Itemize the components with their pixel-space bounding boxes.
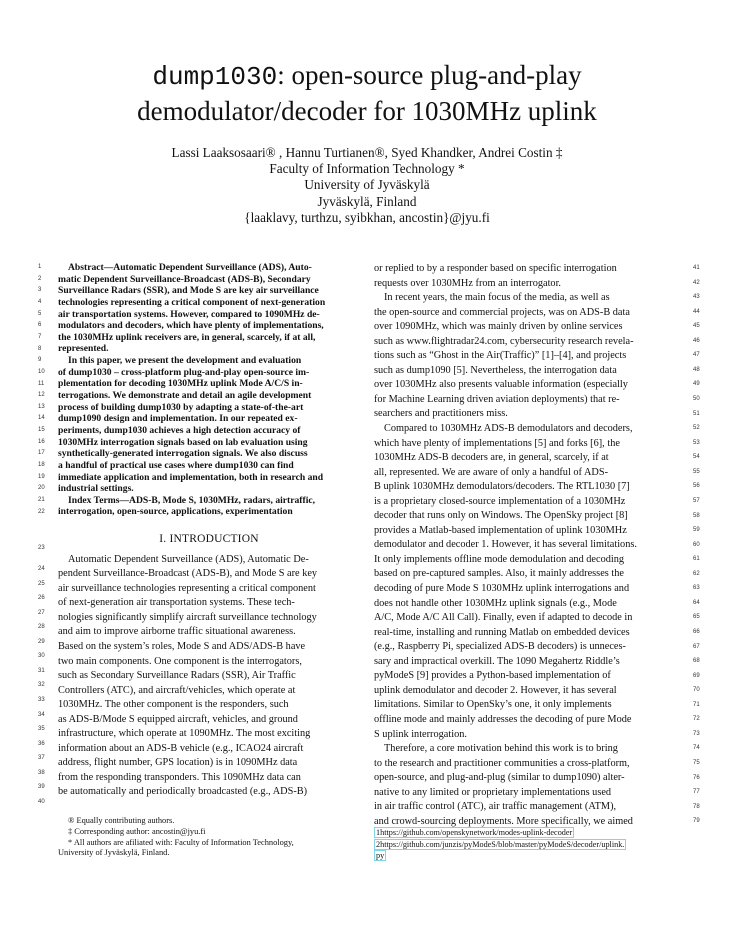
line-number: 22 (38, 508, 45, 515)
author-names: Lassi Laaksosaari® , Hannu Turtianen®, Syed Khandker, Andrei Costin ‡ (171, 145, 563, 160)
line-number: 12 (38, 392, 45, 399)
line-number: 61 (693, 556, 700, 563)
abstract-line: represented. (58, 343, 109, 355)
intro-line: and aim to improve airborne traffic situational awareness. (58, 626, 296, 638)
abstract-line: plementation for decoding 1030MHz uplink Mode A/C/S in- (58, 378, 303, 390)
right-body-line: tions such as “Ghost in the Air(Traffic)” [1]–[4], and projects (374, 350, 627, 362)
right-body-line: over 1030MHz also presents valuable information (especially (374, 379, 628, 391)
line-number: 17 (38, 450, 45, 457)
intro-line: information about an ADS-B vehicle (e.g., ICAO24 aircraft (58, 742, 304, 754)
right-body-line: uplink demodulator and decoder 2. However, it has several (374, 684, 617, 696)
abstract-line: Surveillance Radars (SSR), and Mode S are key air surveillance (58, 285, 319, 297)
line-number: 15 (38, 427, 45, 434)
right-body-line: native to any limited or proprietary implementations used (374, 786, 612, 798)
right-column (374, 262, 678, 829)
right-body-line: open-source, and plug-and-plug (similar to dump1090) alter- (374, 772, 625, 784)
line-number: 44 (693, 308, 700, 315)
author-university: University of Jyväskylä (304, 177, 430, 193)
right-body-line: for Machine Learning driven aviation deployments) that re- (374, 393, 620, 405)
title-code: dump1030 (152, 62, 278, 92)
line-number: 29 (38, 638, 45, 645)
line-number: 69 (693, 672, 700, 679)
abstract-line: air transportation systems. However, compared to 1090MHz de- (58, 308, 320, 320)
footnote-link[interactable]: 2https://github.com/junzis/pyModeS/blob/master/pyModeS/decoder/uplink. (376, 839, 625, 849)
line-number: 60 (693, 541, 700, 548)
right-body-line: sary and impractical overkill. The 1090 Megahertz Riddle’s (374, 655, 620, 667)
line-number: 10 (38, 368, 45, 375)
author-emails: {laaklavy, turthzu, syibkhan, ancostin}@jyu.fi (244, 209, 490, 225)
right-body-line: over 1090MHz, which was mainly driven by online services (374, 321, 623, 333)
line-number: 25 (38, 580, 45, 587)
line-number: 62 (693, 570, 700, 577)
line-number: 19 (38, 473, 45, 480)
abstract-line: modulators and decoders, which have plenty of implementations, (58, 320, 324, 332)
right-body-line: B uplink 1030MHz demodulators/decoders. The RTL1030 [7] (374, 481, 630, 493)
abstract-line: periments, dump1030 achieves a high detection accuracy of (58, 424, 301, 436)
line-number: 16 (38, 438, 45, 445)
right-body-line: or replied to by a responder based on specific interrogation (374, 263, 617, 274)
right-body-line: In recent years, the main focus of the media, as well as (384, 292, 610, 304)
line-number: 56 (693, 483, 700, 490)
line-number: 53 (693, 439, 700, 446)
line-number: 40 (38, 798, 45, 805)
line-number: 78 (693, 803, 700, 810)
line-number: 66 (693, 629, 700, 635)
line-number: 32 (38, 682, 45, 689)
right-body-line: such as dump1090 [5]. Nevertheless, the interrogation data (374, 364, 617, 376)
left-footnotes (58, 816, 360, 859)
right-body-line: searchers and practitioners miss. (374, 408, 508, 420)
line-number: 45 (693, 323, 700, 330)
line-number: 9 (38, 357, 42, 364)
line-number: 55 (693, 468, 700, 475)
line-number: 21 (38, 497, 45, 503)
line-number: 38 (38, 769, 45, 776)
line-number: 18 (38, 462, 45, 469)
line-number: 26 (38, 595, 45, 602)
right-body-line: in air traffic control (ATC), air traffic management (ATM), (374, 801, 617, 813)
right-body-line: offline mode and mainly addresses the decoding of pure Mode (374, 713, 632, 725)
line-number: 63 (693, 585, 700, 592)
line-number: 36 (38, 740, 45, 747)
right-body-line: and crowd-sourcing deployments. More specifically, we aimed (374, 815, 633, 827)
line-number: 8 (38, 345, 42, 352)
footnote-left: ‡ Corresponding author: ancostin@jyu.fi (68, 826, 206, 836)
intro-line: infrastructure, which operate at 1090MHz. The most exciting (58, 728, 311, 740)
line-number: 65 (693, 614, 700, 621)
abstract-line: Abstract—Automatic Dependent Surveillance (ADS), Auto- (68, 262, 312, 273)
line-number: 58 (693, 512, 700, 519)
right-body-line: S uplink interrogation. (374, 728, 467, 740)
intro-line: such as Secondary Surveillance Radars (SSR), Air Traffic (58, 670, 296, 682)
intro-line: from the responding transponders. This 1090MHz data can (58, 771, 301, 783)
abstract-line: industrial settings. (58, 483, 134, 495)
right-body-line: demodulator and decoder 1. However, it has several limitations. (374, 539, 637, 551)
line-number: 14 (38, 415, 45, 422)
abstract-line: In this paper, we present the development and evaluation (68, 355, 302, 367)
line-number: 37 (38, 755, 45, 762)
line-number: 34 (38, 711, 45, 718)
abstract-line: synthetically-generated interrogation signals. We also discuss (58, 448, 308, 460)
abstract-line: immediate application and implementation, both in research and (58, 471, 324, 483)
intro-line: air surveillance technologies representing a critical component (58, 582, 316, 594)
line-number: 71 (693, 701, 700, 708)
abstract (58, 262, 360, 518)
line-number: 75 (693, 760, 700, 767)
line-number: 79 (693, 818, 700, 825)
intro-line: as ADS-B/Mode S equipped aircraft, vehicles, and ground (58, 713, 298, 725)
intro-line: Based on the system’s roles, Mode S and ADS/ADS-B have (58, 640, 306, 652)
author-block (0, 145, 734, 226)
line-number: 27 (38, 609, 45, 616)
right-body-line: such as www.flightradar24.com, cybersecurity research revela- (374, 335, 634, 347)
line-number: 6 (38, 322, 42, 329)
abstract-line: technologies representing a critical component of next-generation (58, 296, 326, 308)
intro-text (58, 553, 360, 800)
footnote-left: ® Equally contributing authors. (68, 816, 175, 825)
title-line2: demodulator/decoder for 1030MHz uplink (137, 96, 597, 126)
line-number: 59 (693, 527, 700, 534)
line-number: 77 (693, 789, 700, 796)
right-body-line: Compared to 1030MHz ADS-B demodulators and decoders, (384, 423, 633, 435)
abstract-line: dump1090 design and implementation. In our repeated ex- (58, 413, 298, 425)
intro-line: Automatic Dependent Surveillance (ADS), Automatic De- (68, 553, 309, 565)
intro-line: two main components. One component is the interrogators, (58, 655, 302, 667)
abstract-line: Index Terms—ADS-B, Mode S, 1030MHz, radars, airtraffic, (68, 494, 316, 506)
footnote-link[interactable]: 1https://github.com/openskynetwork/modes-uplink-decoder (376, 828, 573, 837)
line-number: 13 (38, 403, 45, 410)
line-number: 48 (693, 366, 700, 373)
line-number: 74 (693, 745, 700, 752)
left-column (58, 262, 360, 800)
right-body-line: real-time, installing and running Matlab on embedded devices (374, 626, 630, 638)
intro-line: Controllers (ATC), and aircraft/vehicles, which operate at (58, 684, 296, 696)
intro-line: 1030MHz. The other component is the responders, such (58, 699, 289, 711)
line-number: 31 (38, 667, 45, 674)
line-number: 54 (693, 454, 700, 461)
line-number: 2 (38, 275, 42, 282)
right-body-line: to the research and practitioner communities a cross-platform, (374, 757, 630, 769)
line-number: 41 (693, 265, 700, 271)
title-rest: : open-source plug-and-play (277, 60, 582, 90)
abstract-line: terrogations. We demonstrate and detail an agile development (58, 390, 312, 402)
right-body-line: decoder that runs only on Windows. The OpenSky project [8] (374, 510, 628, 522)
section-heading: I. INTRODUCTION (159, 533, 259, 546)
abstract-line: a handful of practical use cases where dump1030 can find (58, 459, 294, 471)
line-number: 68 (693, 658, 700, 665)
right-body-line: the open-source and commercial projects, was on ADS-B data (374, 306, 630, 318)
line-number: 11 (38, 380, 45, 387)
abstract-line: the 1030MHz uplink receivers are, in general, scarcely, if at all, (58, 331, 316, 343)
intro-line: address, flight number, GPS location) is in 1090MHz data (58, 757, 298, 769)
right-body-line: 1030MHz ADS-B decoders are, in general, scarcely, if at (374, 452, 609, 464)
abstract-line: matic Dependent Surveillance-Broadcast (ADS-B), Secondary (58, 273, 311, 285)
intro-line: nologies significantly simplify aircraft surveillance technology (58, 611, 317, 623)
paper-title (0, 58, 734, 128)
line-number: 30 (38, 653, 45, 660)
line-number: 4 (38, 298, 42, 305)
line-number: 39 (38, 784, 45, 791)
right-body-line: Therefore, a core motivation behind this work is to bring (384, 743, 618, 755)
intro-line: pendent Surveillance-Broadcast (ADS-B), and Mode S are key (58, 568, 318, 580)
line-number: 49 (693, 381, 700, 388)
intro-line: of next-generation air transportation systems. These tech- (58, 597, 295, 609)
line-number: 51 (693, 410, 700, 417)
right-body-line: pyModeS [9] provides a Python-based implementation of (374, 670, 611, 682)
abstract-line: of dump1030 – cross-platform plug-and-play open-source im- (58, 366, 310, 378)
line-number: 50 (693, 396, 700, 403)
right-body-line: provides a Matlab-based implementation of uplink 1030MHz (374, 524, 627, 536)
abstract-line: process of building dump1030 by adapting a state-of-the-art (58, 401, 304, 413)
line-number: 46 (693, 337, 700, 344)
line-number: 70 (693, 687, 700, 694)
right-body-line: requests over 1030MHz from an interrogator. (374, 277, 562, 289)
line-number: 67 (693, 643, 700, 650)
line-number: 3 (38, 287, 42, 294)
right-body-line: which have plenty of implementations [5] and forks [6], the (374, 437, 620, 449)
intro-line: be automatically and periodically broadcasted (e.g., ADS-B) (58, 786, 308, 798)
line-number: 35 (38, 726, 45, 733)
line-number: 52 (693, 425, 700, 432)
right-footnotes (374, 827, 678, 862)
footnote-link[interactable]: py (376, 851, 385, 861)
right-body-line: based on pre-captured samples. Also, it mainly addresses the (374, 568, 624, 580)
right-body-line: It only implements offline mode demodulation and decoding (374, 553, 625, 565)
right-body-line: decoding of pure Mode S 1030MHz uplink interrogations and (374, 583, 630, 595)
line-number: 5 (38, 310, 42, 317)
line-number: 57 (693, 497, 700, 504)
line-number: 33 (38, 697, 45, 704)
footnote-left: * All authors are afiliated with: Faculty of Information Technology, (68, 837, 294, 847)
right-body-line: A/C, Mode A/C All Call). Finally, even if adapted to decode in (374, 612, 633, 624)
right-body-line: is a proprietary closed-source implementation of a 1030MHz (374, 495, 626, 507)
line-number: 72 (693, 716, 700, 723)
line-number: 76 (693, 774, 700, 781)
line-number: 24 (38, 566, 45, 572)
right-body-line: limitations. Similar to OpenSky’s one, it only implements (374, 699, 612, 711)
line-number: 1 (38, 264, 42, 270)
line-number: 28 (38, 624, 45, 631)
line-number: 7 (38, 333, 42, 340)
line-number: 64 (693, 599, 700, 606)
line-number: 42 (693, 279, 700, 286)
line-number: 47 (693, 352, 700, 359)
abstract-line: 1030MHz interrogation signals based on lab evaluation using (58, 436, 308, 448)
line-number: 43 (693, 294, 700, 301)
line-number: 73 (693, 730, 700, 737)
footnote-left: University of Jyväskylä, Finland. (58, 848, 170, 858)
right-body-line: all, represented. We are aware of only a handful of ADS- (374, 466, 609, 478)
abstract-line: interrogation, open-source, applications, experimentation (58, 506, 293, 518)
line-number: 23 (38, 545, 45, 551)
right-body-line: (e.g., Raspberry Pi, specialized ADS-B decoders) is unneces- (374, 641, 626, 653)
right-body-line: does not handle other 1030MHz uplink signals (e.g., Mode (374, 597, 617, 609)
author-faculty: Faculty of Information Technology * (269, 161, 465, 177)
line-number: 20 (38, 485, 45, 492)
author-city: Jyväskylä, Finland (317, 193, 417, 209)
